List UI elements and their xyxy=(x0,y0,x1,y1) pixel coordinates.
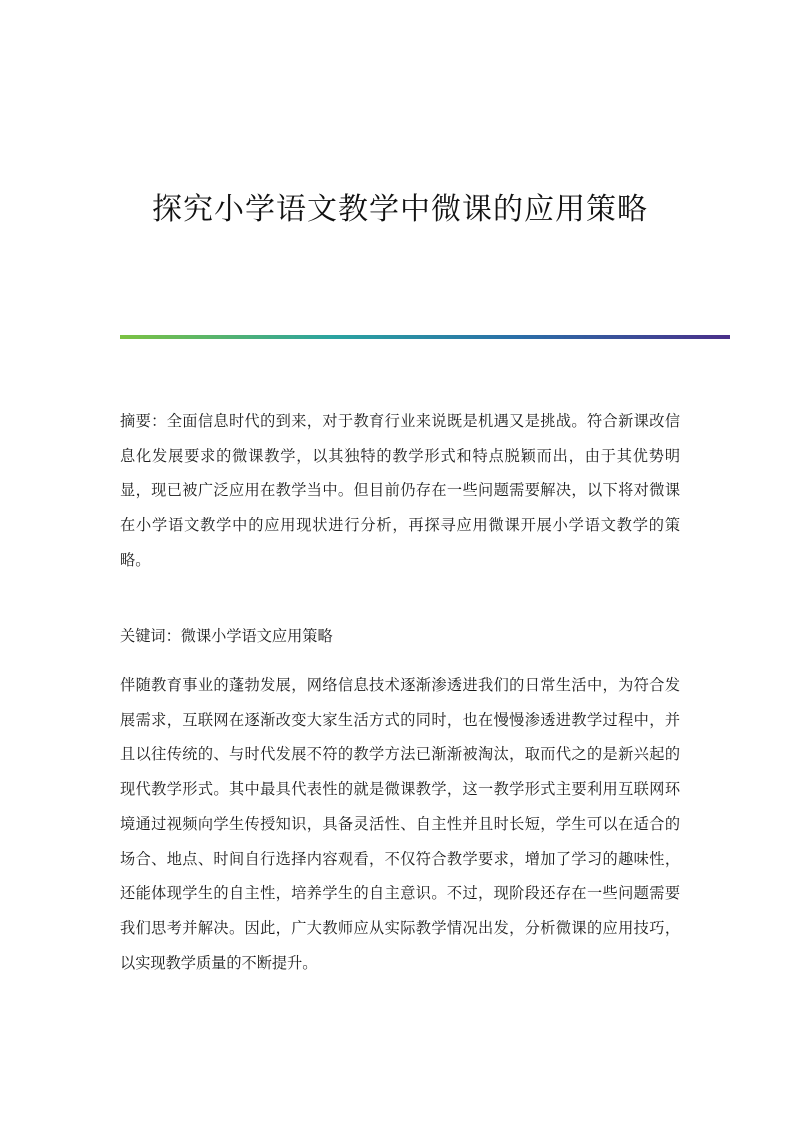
title-divider xyxy=(120,335,730,339)
body-paragraph: 伴随教育事业的蓬勃发展，网络信息技术逐渐渗透进我们的日常生活中，为符合发展需求，互联网在逐渐改变大家生活方式的同时，也在慢慢渗透进教学过程中，并且以往传统的、与时代发展不符的教学方法已渐渐被淘汰，取而代之的是新兴起的现代教学形式。其中最具代表性的就是微课教学，这一教学形式主要利用互联网环境通过视频向学生传授知识，具备灵活性、自主性并且时长短，学生可以在适合的场合、地点、时间自行选择内容观看，不仅符合教学要求，增加了学习的趣味性，还能体现学生的自主性，培养学生的自主意识。不过，现阶段还存在一些问题需要我们思考并解决。因此，广大教师应从实际教学情况出发，分析微课的应用技巧，以实现教学质量的不断提升。 xyxy=(120,676,680,972)
page-title: 探究小学语文教学中微课的应用策略 xyxy=(152,192,648,227)
keywords-line: 关键词：微课小学语文应用策略 xyxy=(120,627,333,645)
abstract-paragraph: 摘要：全面信息时代的到来，对于教育行业来说既是机遇又是挑战。符合新课改信息化发展要求的微课教学，以其独特的教学形式和特点脱颖而出，由于其优势明显，现已被广泛应用在教学当中。但目前仍存在一些问题需要解决，以下将对微课在小学语文教学中的应用现状进行分析，再探寻应用微课开展小学语文教学的策略。 xyxy=(120,412,680,569)
